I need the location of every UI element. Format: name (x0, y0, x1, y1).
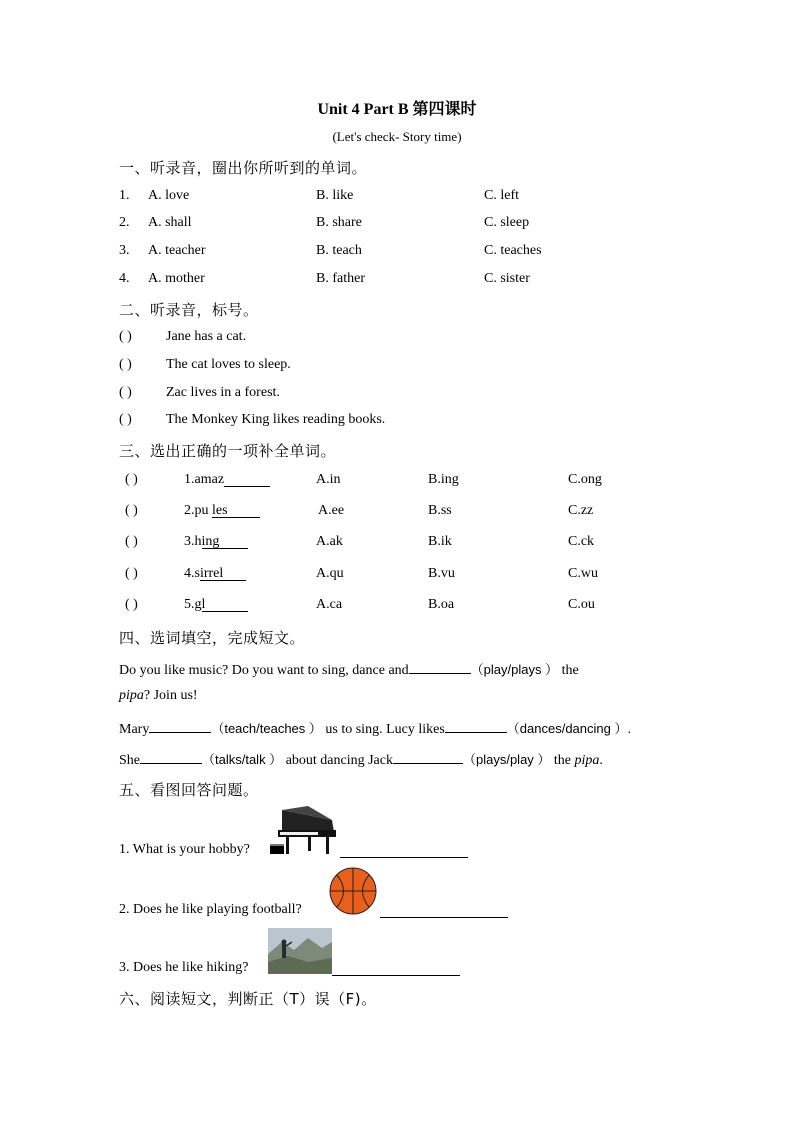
section5-heading: 五、看图回答问题。 (119, 781, 259, 799)
hiking-image (268, 928, 332, 974)
section2-heading: 二、听录音，标号。 (119, 301, 259, 319)
passage-line-2: pipa? Join us! (119, 688, 198, 703)
list-item: ( ) 2.pu les A.ee B.ss C.zz (125, 503, 594, 518)
list-item: ( ) Jane has a cat. (119, 329, 247, 344)
question-3: 3. Does he like hiking? (119, 960, 249, 975)
answer-bracket: ( ) (125, 566, 138, 581)
list-item: ( ) 3.h ing A.ak B.ik C.ck (125, 534, 595, 549)
passage-line-3: Mary （teach/teaches ） us to sing. Lucy likes （dances/dancing ）. (119, 718, 631, 738)
section1-heading: 一、听录音，圈出你所听到的单词。 (119, 159, 368, 177)
question-2: 2. Does he like playing football? (119, 902, 302, 917)
section3-heading: 三、选出正确的一项补全单词。 (119, 442, 337, 460)
list-item: 2. A. shall B. share C. sleep (119, 215, 530, 230)
passage-line-4: She （talks/talk ） about dancing Jack （plays/play ） the pipa. (119, 749, 603, 769)
list-item: 1. A. love B. like C. left (119, 188, 519, 203)
answer-bracket: ( ) (125, 472, 138, 487)
answer-bracket: ( ) (125, 597, 138, 612)
answer-bracket: ( ) (119, 412, 132, 427)
basketball-image (328, 866, 378, 916)
list-item: ( ) The Monkey King likes reading books. (119, 412, 386, 427)
list-item: ( ) 1.amaz A.in B.ing C.ong (125, 472, 602, 487)
list-item: ( ) Zac lives in a forest. (119, 385, 280, 400)
list-item: 3. A. teacher B. teach C. teaches (119, 243, 542, 258)
page-subtitle: (Let's check- Story time) (332, 129, 462, 144)
answer-bracket: ( ) (119, 357, 132, 372)
list-item: 4. A. mother B. father C. sister (119, 271, 530, 286)
question-1: 1. What is your hobby? (119, 842, 250, 857)
section6-heading: 六、阅读短文，判断正（T）误（F)。 (119, 990, 377, 1008)
page-title: Unit 4 Part B 第四课时 (317, 101, 477, 118)
answer-line[interactable] (380, 917, 508, 918)
passage-line-1: Do you like music? Do you want to sing, dance and （play/plays ） the (119, 659, 579, 679)
section4-heading: 四、选词填空，完成短文。 (119, 629, 306, 647)
answer-bracket: ( ) (119, 329, 132, 344)
answer-line[interactable] (332, 975, 460, 976)
answer-bracket: ( ) (125, 503, 138, 518)
list-item: ( ) 4.s irrel A.qu B.vu C.wu (125, 566, 598, 581)
answer-line[interactable] (340, 857, 468, 858)
piano-image (268, 806, 340, 858)
answer-bracket: ( ) (119, 385, 132, 400)
list-item: ( ) The cat loves to sleep. (119, 357, 291, 372)
answer-bracket: ( ) (125, 534, 138, 549)
list-item: ( ) 5.g l A.ca B.oa C.ou (125, 597, 595, 612)
